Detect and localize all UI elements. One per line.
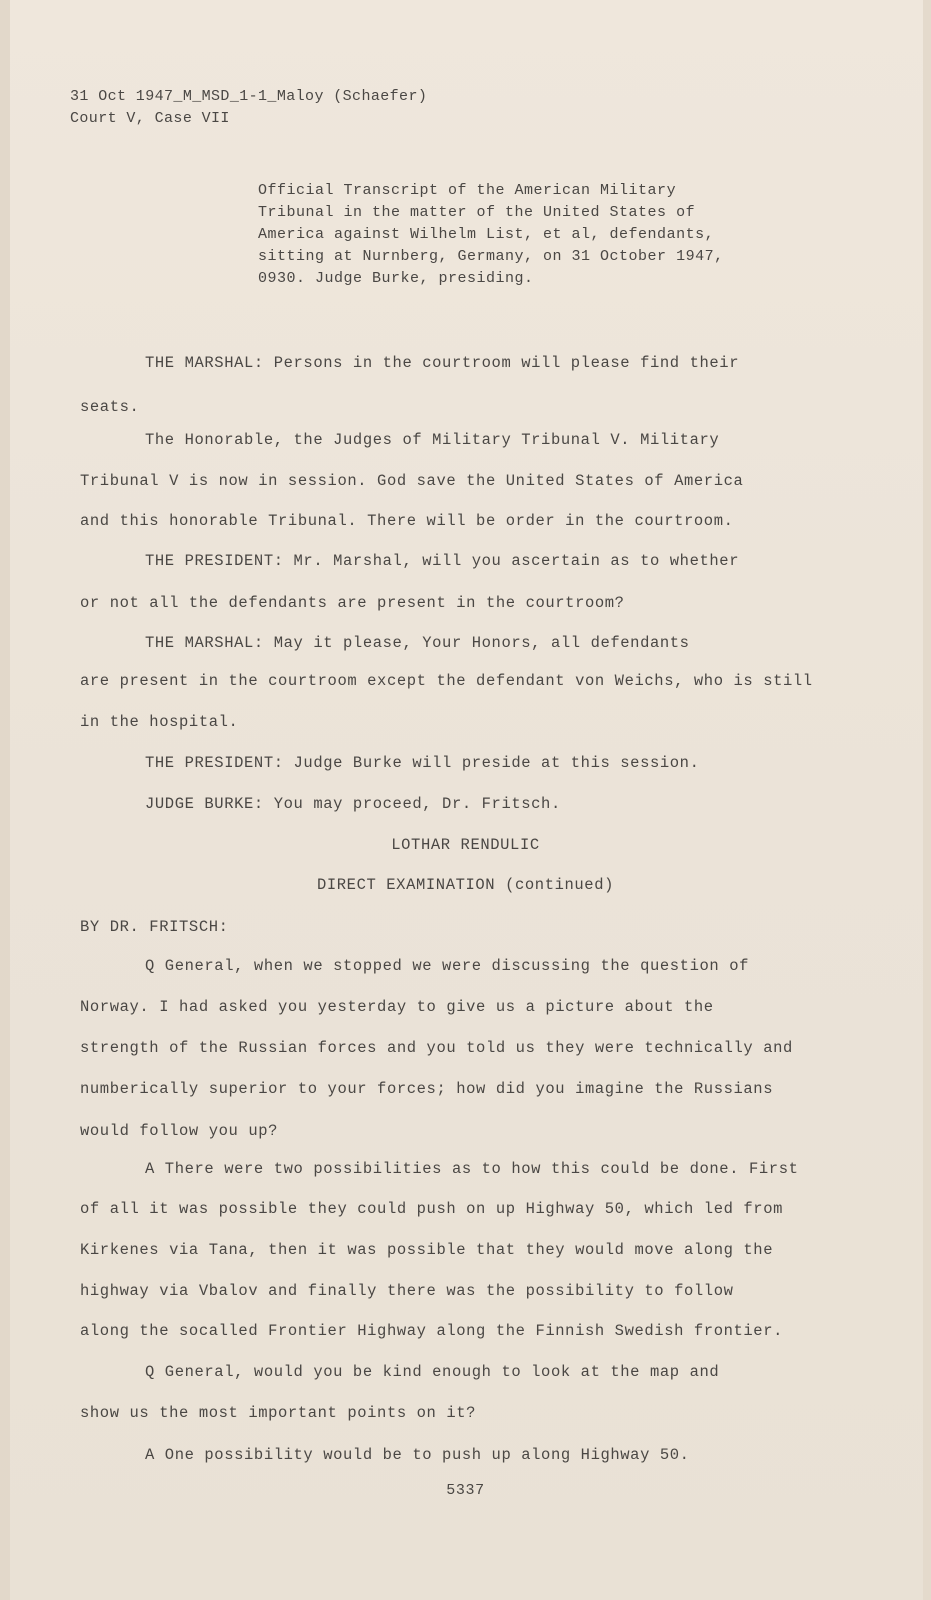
answer-1-line-3: Kirkenes via Tana, then it was possible that they would move along the	[80, 1241, 774, 1259]
marshal-line-1: THE MARSHAL: Persons in the courtroom will please find their	[145, 354, 740, 372]
header-line-1: 31 Oct 1947_M_MSD_1-1_Maloy (Schaefer)	[70, 88, 428, 105]
marshal-2-line-2: are present in the courtroom except the defendant von Weichs, who is still	[80, 672, 813, 690]
honorable-line-3: and this honorable Tribunal. There will be order in the courtroom.	[80, 512, 734, 530]
honorable-line-2: Tribunal V is now in session. God save the United States of America	[80, 472, 744, 490]
honorable-line-1: The Honorable, the Judges of Military Tribunal V. Military	[145, 431, 720, 449]
president-line-1: THE PRESIDENT: Mr. Marshal, will you ascertain as to whether	[145, 552, 740, 570]
question-2-line-1: Q General, would you be kind enough to look at the map and	[145, 1363, 720, 1381]
page-number: 5337	[446, 1482, 485, 1499]
caption-line-1: Official Transcript of the American Military	[258, 182, 677, 199]
caption-line-3: America against Wilhelm List, et al, defendants,	[258, 226, 715, 243]
answer-1-line-5: along the socalled Frontier Highway along the Finnish Swedish frontier.	[80, 1322, 784, 1340]
examination-heading: DIRECT EXAMINATION (continued)	[316, 876, 615, 894]
president-line-1b: or not all the defendants are present in the courtroom?	[80, 594, 625, 612]
answer-1-line-4: highway via Vbalov and finally there was the possibility to follow	[80, 1282, 734, 1300]
question-1-line-2: Norway. I had asked you yesterday to give us a picture about the	[80, 998, 714, 1016]
answer-2-line-1: A One possibility would be to push up along Highway 50.	[145, 1446, 690, 1464]
question-1-line-1: Q General, when we stopped we were discussing the question of	[145, 957, 749, 975]
examiner-line: BY DR. FRITSCH:	[80, 918, 229, 936]
caption-line-4: sitting at Nurnberg, Germany, on 31 October 1947,	[258, 248, 724, 265]
president-line-2: THE PRESIDENT: Judge Burke will preside at this session.	[145, 754, 700, 772]
marshal-2-line-3: in the hospital.	[80, 713, 239, 731]
question-1-line-4: numberically superior to your forces; how did you imagine the Russians	[80, 1080, 774, 1098]
judge-burke-line: JUDGE BURKE: You may proceed, Dr. Fritsch.	[145, 795, 561, 813]
header-line-2: Court V, Case VII	[70, 110, 230, 127]
question-1-line-3: strength of the Russian forces and you told us they were technically and	[80, 1039, 793, 1057]
question-2-line-2: show us the most important points on it?	[80, 1404, 477, 1422]
caption-line-2: Tribunal in the matter of the United States of	[258, 204, 696, 221]
answer-1-line-1: A There were two possibilities as to how this could be done. First	[145, 1160, 799, 1178]
marshal-line-1b: seats.	[80, 398, 140, 416]
witness-name: LOTHAR RENDULIC	[391, 836, 540, 854]
caption-line-5: 0930. Judge Burke, presiding.	[258, 270, 534, 287]
marshal-2-line-1: THE MARSHAL: May it please, Your Honors, all defendants	[145, 634, 690, 652]
question-1-line-5: would follow you up?	[80, 1122, 279, 1140]
answer-1-line-2: of all it was possible they could push on up Highway 50, which led from	[80, 1200, 784, 1218]
